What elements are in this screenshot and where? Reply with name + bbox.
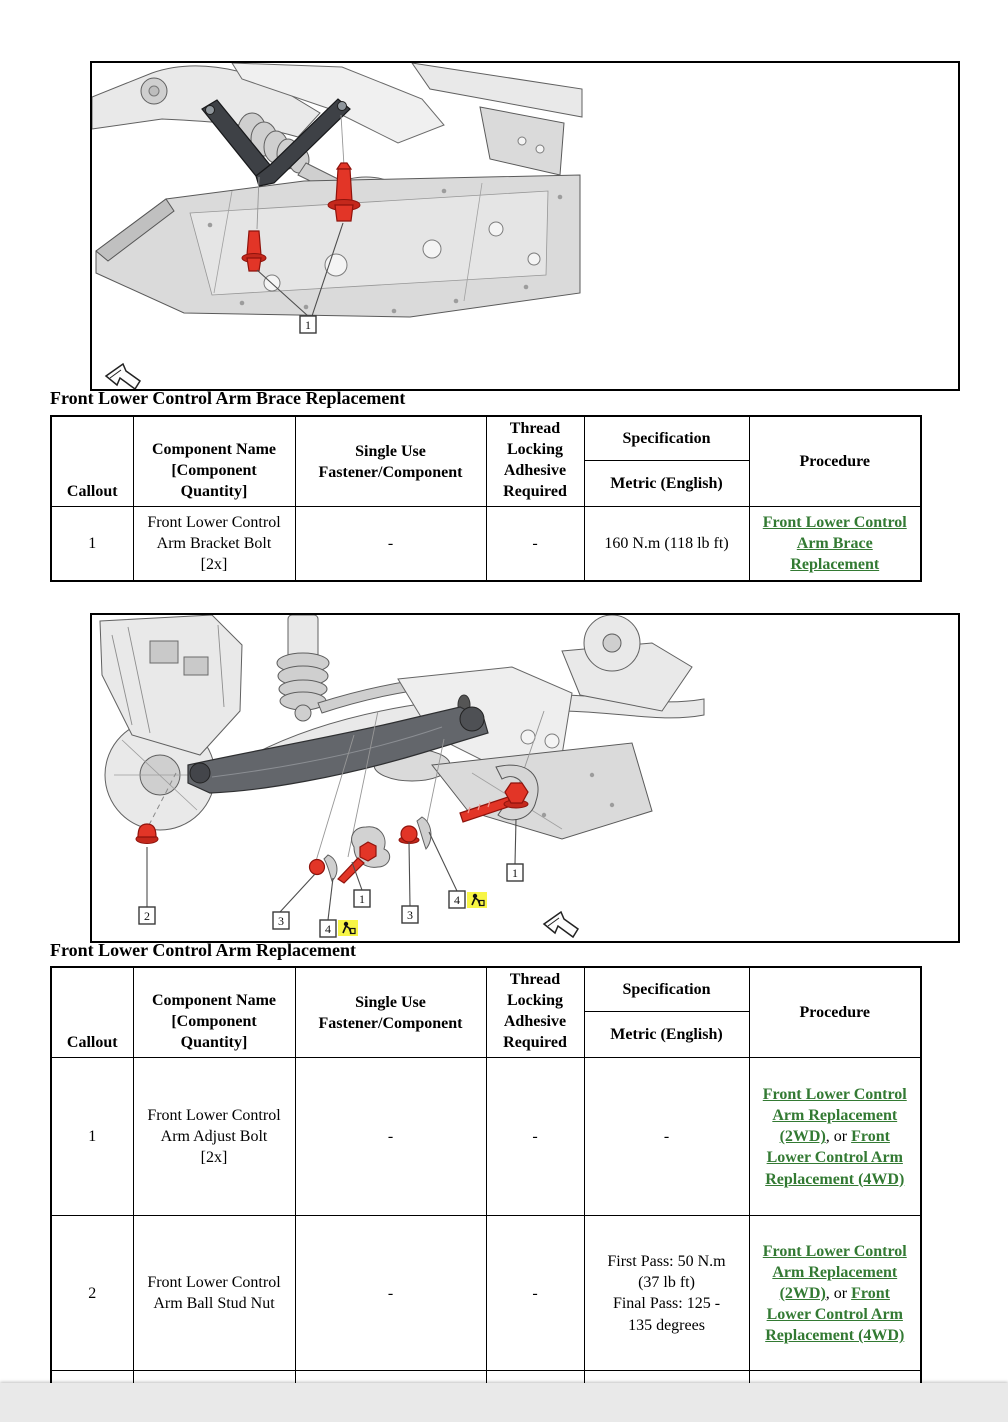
col-header-single-use: Single Use Fastener/Component [295,416,486,507]
table-row [51,507,921,581]
callout-1 [300,316,316,333]
cell-component: Front Lower Control Arm Adjust Bolt [2x] [133,1058,295,1216]
cell-specification [584,1058,749,1216]
cell-callout: 1 [51,507,133,581]
col-header-procedure: Procedure [749,967,921,1058]
col-header-single-use: Single Use Fastener/Component [295,967,486,1058]
col-header-metric: Metric (English) [584,460,749,506]
cell-callout: 1 [51,1058,133,1216]
svg-text:1: 1 [359,892,365,906]
svg-text:2: 2 [144,909,150,923]
svg-text:3: 3 [407,908,413,922]
spec-line: - [663,1128,670,1146]
cell-procedure [749,1058,921,1216]
cell-component: Front Lower Control Arm Bracket Bolt [2x] [133,507,295,581]
section-title-arm: Front Lower Control Arm Replacement [50,940,356,960]
col-header-specification: Specification [584,416,749,460]
callout-2 [139,907,155,924]
spec-line: (37 lb ft) [638,1274,695,1292]
direction-arrow-icon [544,912,578,937]
figure-brace-illustration [90,61,960,391]
section-title-brace: Front Lower Control Arm Brace Replacement [50,388,406,408]
underbody-brace-drawing [92,63,958,389]
procedure-text: , or [825,1128,852,1146]
callout-1 [354,890,370,907]
procedure-link[interactable]: Front Lower Control Arm Replacement (4WD) [765,1128,905,1188]
direction-arrow-icon [106,364,140,389]
cell-callout: 2 [51,1216,133,1371]
col-header-adhesive: Thread Locking Adhesive Required [486,967,584,1058]
adjust-bolt-highlight [338,827,390,883]
spec-line: First Pass: 50 N.m [607,1253,726,1271]
nut-highlight [310,855,337,881]
fastener-caution-icon [338,920,358,936]
svg-text:4: 4 [454,893,460,907]
fastener-caution-icon [467,892,487,908]
callout-3 [273,912,289,929]
col-header-callout: Callout [51,967,133,1058]
brace-fastener-table [50,415,922,582]
spec-line: Final Pass: 125 - [612,1295,721,1313]
cell-component: Front Lower Control Arm Ball Stud Nut [133,1216,295,1371]
col-header-component: Component Name [Component Quantity] [133,967,295,1058]
col-header-callout: Callout [51,416,133,507]
cell-single-use: - [295,1216,486,1371]
callout-4 [449,891,465,908]
callout-1 [507,864,523,881]
cell-specification [584,1216,749,1371]
svg-text:3: 3 [278,914,284,928]
callout-3 [402,906,418,923]
col-header-component: Component Name [Component Quantity] [133,416,295,507]
col-header-adhesive: Thread Locking Adhesive Required [486,416,584,507]
col-header-procedure: Procedure [749,416,921,507]
cell-adhesive: - [486,1058,584,1216]
control-arm-fastener-table [50,966,922,1386]
cell-procedure [749,507,921,581]
svg-text:4: 4 [325,922,331,936]
procedure-link[interactable]: Front Lower Control Arm Replacement (4WD) [765,1284,905,1345]
cell-single-use: - [295,507,486,581]
cell-single-use: - [295,1058,486,1216]
procedure-link[interactable]: Front Lower Control Arm Replacement (2WD) [762,1086,907,1146]
spec-line: 160 N.m (118 lb ft) [604,535,729,553]
figure-control-arm-illustration [90,613,960,943]
svg-text:1: 1 [512,866,518,880]
procedure-link[interactable]: Front Lower Control Arm Brace Replacement [762,514,907,574]
lower-control-arm [188,707,488,793]
callout-4 [320,920,336,937]
viewport-cutoff-band [0,1383,1008,1422]
cell-procedure [749,1216,921,1371]
table-row [51,1216,921,1371]
procedure-text: , or [825,1284,852,1302]
svg-text:1: 1 [305,318,311,332]
col-header-metric: Metric (English) [584,1011,749,1057]
col-header-specification: Specification [584,967,749,1011]
spec-line: 135 degrees [628,1316,705,1334]
underbody-control-arm-drawing [92,615,958,941]
cell-adhesive: - [486,507,584,581]
nut-highlight [399,817,431,849]
cell-adhesive: - [486,1216,584,1371]
table-row [51,1058,921,1216]
procedure-link[interactable]: Front Lower Control Arm Replacement (2WD) [762,1242,907,1302]
cell-specification [584,507,749,581]
